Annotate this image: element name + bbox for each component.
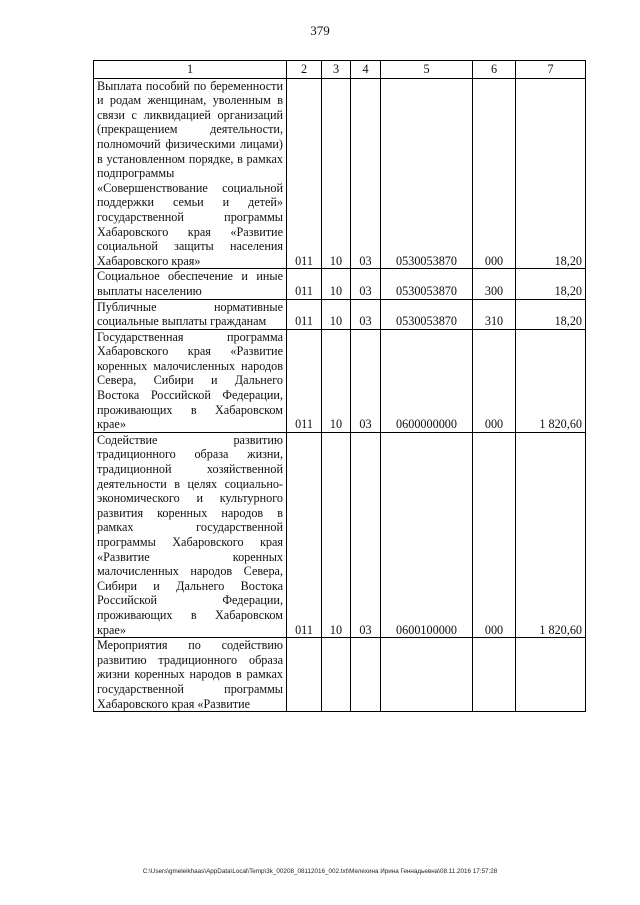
cell-amount: 1 820,60 bbox=[516, 432, 586, 637]
cell-amount: 1 820,60 bbox=[516, 329, 586, 432]
page-number: 379 bbox=[310, 23, 330, 38]
cell-expense-type: 300 bbox=[473, 269, 516, 299]
budget-table bbox=[93, 60, 586, 712]
cell-expense-type bbox=[473, 638, 516, 712]
row-name: Государственная программа Хабаровского края «Развитие коренных малочисленных народов Севера, Сибири и Дальнего Востока Российской Федерации, проживающих в Хабаровском крае» bbox=[94, 329, 287, 432]
cell-ministry-code: 011 bbox=[287, 299, 322, 329]
row-name: Выплата пособий по беременности и родам женщинам, уволенным в связи с ликвидацией организаций (прекращением деятельности, полномочий физическими лицами) в установленном порядке, в рамках подпрограммы «Совершенствование социальной поддержки семьи и детей» государственной программы Хабаровского края «Развитие социальной защиты населения Хабаровского края» bbox=[94, 78, 287, 269]
table-row bbox=[94, 299, 586, 329]
cell-target-article: 0530053870 bbox=[381, 78, 473, 269]
cell-subsection: 03 bbox=[351, 329, 381, 432]
file-path-footer: C:\Users\gmeleikhaas\AppData\Local\Temp\3k_00208_08112016_002.txt\Мелехина Ирина Геннадьевна\08.11.2016 17:57:28 bbox=[142, 868, 498, 875]
cell-section: 10 bbox=[322, 432, 351, 637]
cell-ministry-code: 011 bbox=[287, 329, 322, 432]
column-header: 6 bbox=[473, 61, 516, 79]
table-row bbox=[94, 638, 586, 712]
cell-target-article: 0600000000 bbox=[381, 329, 473, 432]
column-header: 4 bbox=[351, 61, 381, 79]
cell-target-article: 0530053870 bbox=[381, 269, 473, 299]
cell-amount: 18,20 bbox=[516, 78, 586, 269]
cell-subsection bbox=[351, 638, 381, 712]
cell-amount: 18,20 bbox=[516, 299, 586, 329]
row-name: Мероприятия по содействию развитию традиционного образа жизни коренных народов в рамках государственной программы Хабаровского края «Развитие bbox=[94, 638, 287, 712]
column-header: 7 bbox=[516, 61, 586, 79]
cell-ministry-code: 011 bbox=[287, 432, 322, 637]
cell-ministry-code bbox=[287, 638, 322, 712]
cell-section bbox=[322, 638, 351, 712]
row-name: Социальное обеспечение и иные выплаты населению bbox=[94, 269, 287, 299]
table-row bbox=[94, 432, 586, 637]
cell-subsection: 03 bbox=[351, 432, 381, 637]
cell-amount: 18,20 bbox=[516, 269, 586, 299]
cell-ministry-code: 011 bbox=[287, 269, 322, 299]
column-header: 3 bbox=[322, 61, 351, 79]
column-header: 1 bbox=[94, 61, 287, 79]
column-header: 5 bbox=[381, 61, 473, 79]
cell-subsection: 03 bbox=[351, 269, 381, 299]
cell-expense-type: 310 bbox=[473, 299, 516, 329]
column-header: 2 bbox=[287, 61, 322, 79]
cell-target-article: 0600100000 bbox=[381, 432, 473, 637]
table-row bbox=[94, 329, 586, 432]
row-name: Содействие развитию традиционного образа жизни, традиционной хозяйственной деятельности в целях социально-экономического и культурного развития коренных народов в рамках государственной программы Хабаровского края «Развитие коренных малочисленных народов Севера, Сибири и Дальнего Востока Российской Федерации, проживающих в Хабаровском крае» bbox=[94, 432, 287, 637]
cell-section: 10 bbox=[322, 329, 351, 432]
table-row bbox=[94, 269, 586, 299]
cell-expense-type: 000 bbox=[473, 78, 516, 269]
row-name: Публичные нормативные социальные выплаты гражданам bbox=[94, 299, 287, 329]
cell-target-article: 0530053870 bbox=[381, 299, 473, 329]
cell-expense-type: 000 bbox=[473, 432, 516, 637]
cell-subsection: 03 bbox=[351, 78, 381, 269]
table-header-row bbox=[94, 61, 586, 79]
cell-amount bbox=[516, 638, 586, 712]
cell-expense-type: 000 bbox=[473, 329, 516, 432]
cell-subsection: 03 bbox=[351, 299, 381, 329]
cell-section: 10 bbox=[322, 299, 351, 329]
cell-section: 10 bbox=[322, 78, 351, 269]
table-row bbox=[94, 78, 586, 269]
cell-ministry-code: 011 bbox=[287, 78, 322, 269]
cell-section: 10 bbox=[322, 269, 351, 299]
cell-target-article bbox=[381, 638, 473, 712]
